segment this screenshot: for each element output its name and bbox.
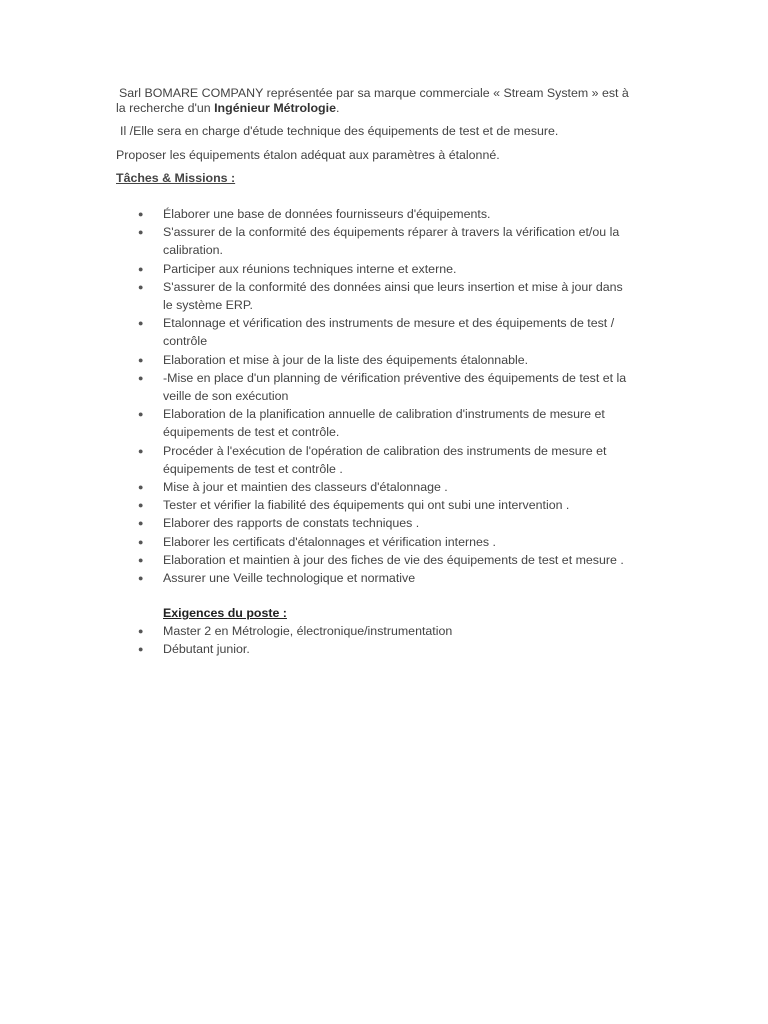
bullet-icon: ● <box>138 518 144 529</box>
list-item-text: Débutant junior. <box>163 642 250 657</box>
list-item-text: S'assurer de la conformité des équipements réparer à travers la vérification et/ou la <box>163 225 620 240</box>
intro-line-2-suffix: . <box>335 101 340 115</box>
requirement-item <box>0 640 653 658</box>
intro-paragraph <box>116 86 661 116</box>
requirements-heading: Exigences du poste : <box>163 606 287 621</box>
task-item <box>0 533 653 551</box>
bullet-icon: ● <box>138 372 144 383</box>
bullet-icon: ● <box>138 445 144 456</box>
list-item-text: contrôle <box>163 334 208 349</box>
task-item <box>0 205 653 223</box>
requirement-item <box>0 622 653 640</box>
list-item-text: Elaboration et mise à jour de la liste des équipements étalonnable. <box>163 352 529 367</box>
bullet-icon: ● <box>138 500 144 511</box>
list-item-text: Tester et vérifier la fiabilité des équipements qui ont subi une intervention . <box>163 498 570 513</box>
task-item <box>0 496 653 514</box>
requirements-list <box>116 622 661 658</box>
bullet-icon: ● <box>138 626 144 637</box>
intro-line-1: Sarl BOMARE COMPANY représentée par sa marque commerciale « Stream System » est à <box>119 86 629 100</box>
task-item <box>0 569 653 587</box>
list-item-text: Assurer une Veille technologique et normative <box>163 571 416 586</box>
list-item-text: calibration. <box>163 243 223 258</box>
job-title: Ingénieur Métrologie <box>214 101 336 115</box>
list-item-text: Elaborer des rapports de constats techniques . <box>163 516 420 531</box>
bullet-icon: ● <box>138 263 144 274</box>
bullet-icon: ● <box>138 409 144 420</box>
list-item-text: le système ERP. <box>163 298 253 313</box>
list-item-text: Elaboration de la planification annuelle de calibration d'instruments de mesure et <box>163 407 605 422</box>
bullet-icon: ● <box>138 536 144 547</box>
task-item <box>0 478 653 496</box>
list-item-text: équipements de test et contrôle . <box>163 461 343 476</box>
document-page <box>116 86 661 659</box>
list-item-text: Participer aux réunions techniques interne et externe. <box>163 261 457 276</box>
intro-line-2-prefix: la recherche d'un <box>116 101 215 115</box>
bullet-icon: ● <box>138 281 144 292</box>
list-item-text: Etalonnage et vérification des instruments de mesure et des équipements de test / <box>163 316 615 331</box>
list-item-text: Élaborer une base de données fournisseurs d'équipements. <box>163 207 491 221</box>
tasks-heading: Tâches & Missions : <box>116 171 236 185</box>
bullet-icon: ● <box>138 573 144 584</box>
task-item <box>0 369 653 405</box>
task-item <box>0 351 653 369</box>
tasks-list <box>116 205 661 587</box>
task-item <box>0 405 653 441</box>
list-item-text: Elaborer les certificats d'étalonnages et vérification internes . <box>163 534 496 549</box>
list-item-text: veille de son exécution <box>163 389 289 404</box>
list-item-text: Procéder à l'exécution de l'opération de calibration des instruments de mesure et <box>163 443 607 458</box>
bullet-icon: ● <box>138 318 144 329</box>
list-item-text: S'assurer de la conformité des données ainsi que leurs insertion et mise à jour dans <box>163 279 623 294</box>
task-item <box>0 442 653 478</box>
list-item-text: Elaboration et maintien à jour des fiches de vie des équipements de test et mesure . <box>163 552 624 567</box>
task-item <box>0 551 653 569</box>
list-item-text: équipements de test et contrôle. <box>163 425 340 440</box>
task-item <box>0 260 653 278</box>
bullet-icon: ● <box>138 227 144 238</box>
proposal-paragraph: Proposer les équipements étalon adéquat aux paramètres à étalonné. <box>116 148 500 162</box>
bullet-icon: ● <box>138 482 144 493</box>
task-item <box>0 314 653 350</box>
list-item-text: Mise à jour et maintien des classeurs d'étalonnage . <box>163 480 448 495</box>
bullet-icon: ● <box>138 354 144 365</box>
list-item-text: Master 2 en Métrologie, électronique/instrumentation <box>163 624 453 639</box>
task-item <box>0 223 653 259</box>
task-item <box>0 514 653 532</box>
task-item <box>0 278 653 314</box>
responsibility-paragraph: Il /Elle sera en charge d'étude technique des équipements de test et de mesure. <box>120 124 559 138</box>
bullet-icon: ● <box>138 554 144 565</box>
bullet-icon: ● <box>138 644 144 655</box>
list-item-text: -Mise en place d'un planning de vérification préventive des équipements de test et la <box>163 370 627 385</box>
bullet-icon: ● <box>138 209 144 219</box>
